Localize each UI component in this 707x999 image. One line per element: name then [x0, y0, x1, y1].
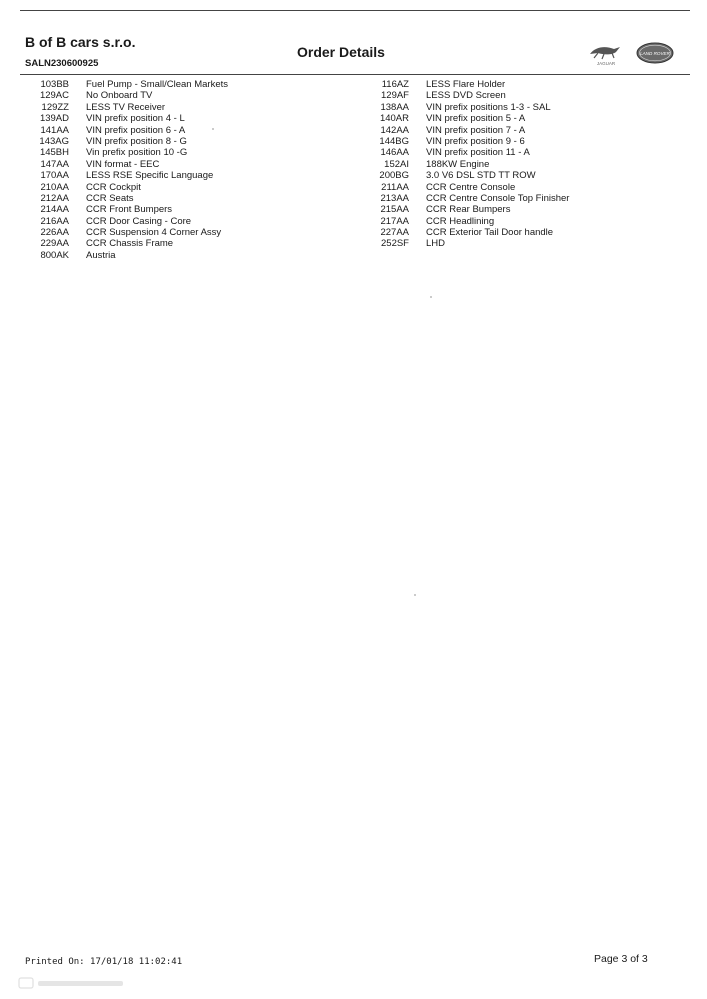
option-description: CCR Exterior Tail Door handle	[426, 227, 554, 239]
land-rover-logo-icon	[637, 43, 673, 63]
option-description: VIN format - EEC	[86, 158, 160, 170]
option-description: VIN prefix position 9 - 6	[426, 135, 525, 147]
option-code: 211AA	[381, 181, 409, 193]
option-code: 129AC	[39, 90, 69, 102]
option-code: 129AF	[381, 90, 409, 102]
option-code: 210AA	[40, 181, 69, 193]
option-code: 170AA	[40, 170, 69, 182]
option-code: 143AG	[39, 135, 69, 147]
option-code: 146AA	[380, 147, 409, 159]
option-code: 140AR	[379, 113, 409, 125]
option-description: VIN prefix position 7 - A	[426, 124, 526, 136]
option-code: 212AA	[40, 192, 69, 204]
option-description: CCR Centre Console	[426, 181, 516, 193]
option-row	[365, 90, 569, 101]
option-description: Vin prefix position 10 -G	[86, 147, 188, 159]
option-row	[25, 159, 228, 170]
option-row	[25, 79, 228, 90]
option-description: 3.0 V6 DSL STD TT ROW	[426, 170, 536, 182]
page-number: Page 3 of 3	[594, 953, 648, 965]
page-title: Order Details	[297, 44, 385, 60]
option-row	[365, 113, 569, 124]
option-code: 103BB	[40, 79, 69, 90]
vin-number: SALN230600925	[25, 58, 99, 69]
option-row	[25, 182, 228, 193]
options-column-left	[25, 79, 228, 261]
option-code: 147AA	[40, 158, 69, 170]
option-description: LESS DVD Screen	[426, 90, 506, 102]
option-code: 213AA	[380, 192, 409, 204]
option-description: CCR Suspension 4 Corner Assy	[86, 227, 222, 239]
option-row	[25, 204, 228, 215]
option-code: 227AA	[380, 227, 409, 239]
option-row	[365, 238, 569, 249]
option-row	[25, 238, 228, 249]
option-row	[365, 136, 569, 147]
company-name: B of B cars s.r.o.	[25, 34, 136, 50]
option-row	[365, 170, 569, 181]
option-row	[365, 147, 569, 158]
option-code: 200BG	[379, 170, 409, 182]
option-description: 188KW Engine	[426, 158, 490, 170]
option-row	[25, 170, 228, 181]
option-description: No Onboard TV	[86, 90, 153, 102]
option-description: CCR Centre Console Top Finisher	[426, 192, 570, 204]
option-row	[25, 136, 228, 147]
option-description: CCR Door Casing - Core	[86, 215, 192, 227]
option-description: VIN prefix position 5 - A	[426, 113, 526, 125]
land-rover-wordmark: LAND ROVER	[640, 51, 670, 56]
option-description: CCR Rear Bumpers	[426, 204, 511, 216]
option-row	[365, 216, 569, 227]
option-row	[365, 159, 569, 170]
scan-speck	[212, 128, 214, 130]
header-rule	[20, 74, 690, 75]
option-description: LESS TV Receiver	[86, 101, 166, 113]
option-description: VIN prefix position 11 - A	[426, 147, 530, 159]
option-description: CCR Seats	[86, 192, 134, 204]
option-row	[25, 102, 228, 113]
watermark-icon	[18, 975, 128, 991]
option-code: 800AK	[40, 249, 69, 261]
option-row	[25, 90, 228, 101]
brand-logos	[586, 40, 676, 68]
option-code: 116AZ	[381, 79, 409, 90]
top-rule	[20, 10, 690, 11]
option-description: VIN prefix positions 1-3 - SAL	[426, 101, 551, 113]
option-row	[25, 193, 228, 204]
option-description: CCR Front Bumpers	[86, 204, 173, 216]
option-code: 144BG	[379, 135, 409, 147]
option-code: 226AA	[40, 227, 69, 239]
option-description: CCR Chassis Frame	[86, 238, 174, 250]
option-code: 142AA	[380, 124, 409, 136]
option-code: 139AD	[39, 113, 69, 125]
option-row	[365, 79, 569, 90]
scan-speck	[430, 296, 432, 298]
jaguar-wordmark: JAGUAR	[596, 61, 616, 66]
jaguar-logo-icon	[590, 47, 620, 66]
option-row	[365, 204, 569, 215]
option-description: LHD	[426, 238, 446, 250]
option-code: 229AA	[40, 238, 69, 250]
option-description: LESS RSE Specific Language	[86, 170, 214, 182]
option-description: VIN prefix position 6 - A	[86, 124, 186, 136]
option-code: 216AA	[40, 215, 69, 227]
options-column-right	[365, 79, 569, 250]
option-description: CCR Headlining	[426, 215, 495, 227]
option-row	[365, 227, 569, 238]
option-row	[25, 113, 228, 124]
option-row	[25, 250, 228, 261]
option-code: 252SF	[381, 238, 409, 250]
option-code: 145BH	[39, 147, 69, 159]
option-row	[365, 182, 569, 193]
option-row	[25, 147, 228, 158]
option-code: 141AA	[40, 124, 69, 136]
option-code: 214AA	[40, 204, 69, 216]
option-row	[365, 193, 569, 204]
printed-timestamp: Printed On: 17/01/18 11:02:41	[25, 957, 183, 967]
scan-speck	[414, 594, 416, 596]
option-code: 152AI	[384, 158, 409, 170]
option-code: 129ZZ	[41, 101, 69, 113]
option-description: CCR Cockpit	[86, 181, 141, 193]
option-row	[25, 125, 228, 136]
option-code: 217AA	[380, 215, 409, 227]
option-description: VIN prefix position 4 - L	[86, 113, 185, 125]
option-row	[25, 216, 228, 227]
option-row	[365, 102, 569, 113]
option-row	[25, 227, 228, 238]
option-description: VIN prefix position 8 - G	[86, 135, 187, 147]
option-code: 215AA	[380, 204, 409, 216]
option-code: 138AA	[380, 101, 409, 113]
option-row	[365, 125, 569, 136]
option-description: LESS Flare Holder	[426, 79, 506, 90]
option-description: Austria	[86, 249, 116, 261]
option-description: Fuel Pump - Small/Clean Markets	[86, 79, 229, 90]
